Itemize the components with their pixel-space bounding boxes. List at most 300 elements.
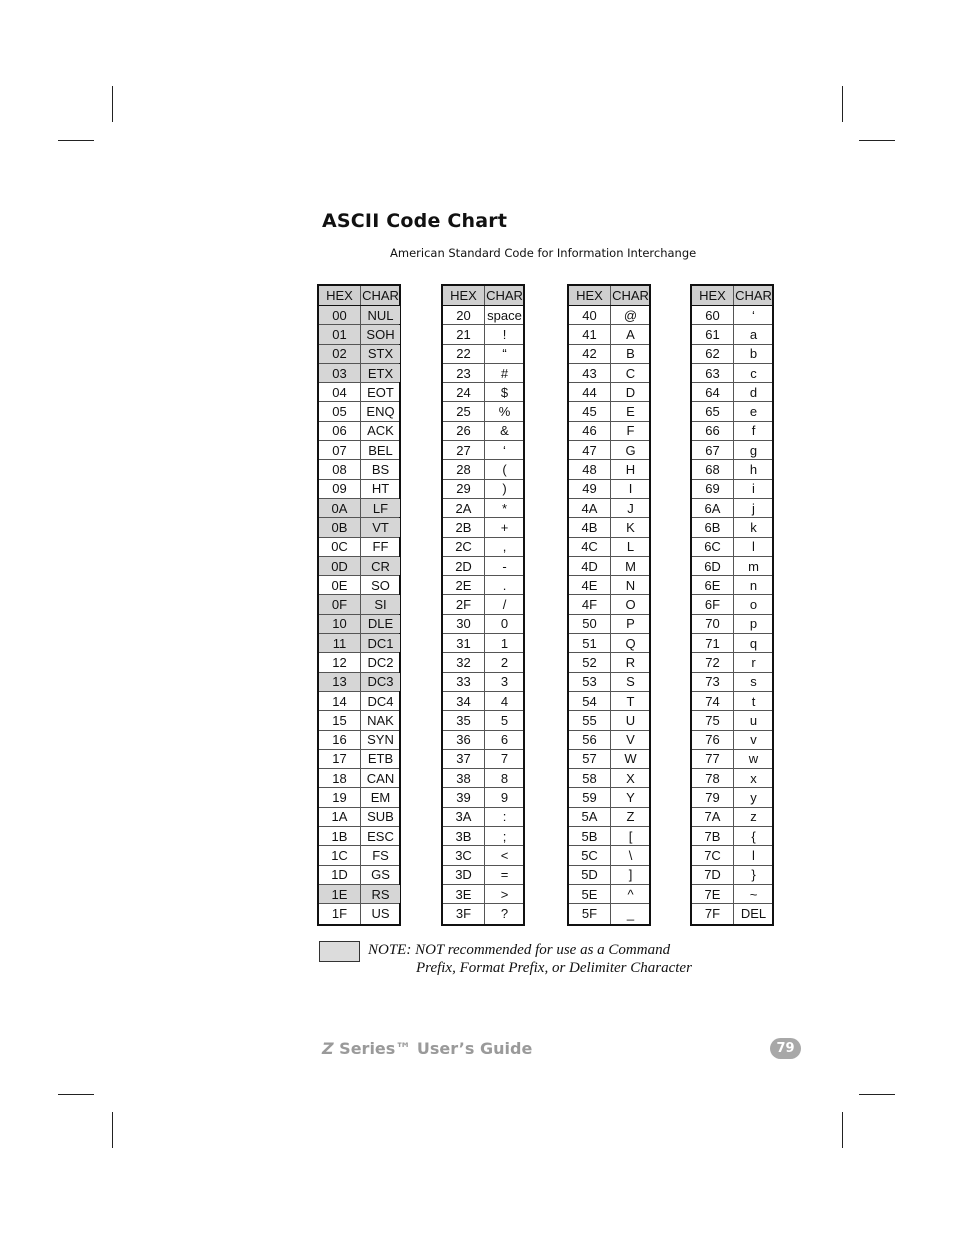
table-row bbox=[319, 460, 399, 479]
char-cell: Z bbox=[626, 809, 635, 825]
table-row bbox=[692, 306, 772, 325]
char-cell: v bbox=[750, 732, 757, 748]
hex-cell: 18 bbox=[319, 769, 361, 787]
table-row bbox=[569, 518, 649, 537]
hex-cell: 1B bbox=[319, 827, 361, 845]
char-cell: 1 bbox=[500, 635, 509, 651]
char-cell: G bbox=[625, 442, 636, 458]
table-row bbox=[443, 364, 523, 383]
hex-cell: 77 bbox=[692, 750, 734, 768]
char-cell: [ bbox=[628, 828, 633, 844]
table-row bbox=[692, 808, 772, 827]
hex-cell: 6B bbox=[692, 518, 734, 536]
table-row bbox=[569, 460, 649, 479]
table-row bbox=[443, 673, 523, 692]
table-row bbox=[319, 808, 399, 827]
table-row bbox=[319, 402, 399, 421]
char-cell: DC1 bbox=[361, 634, 400, 652]
char-cell: W bbox=[624, 751, 637, 767]
table-row bbox=[692, 557, 772, 576]
hex-cell: 29 bbox=[443, 480, 485, 498]
table-row bbox=[319, 383, 399, 402]
hex-cell: 45 bbox=[569, 402, 611, 420]
char-cell: P bbox=[626, 616, 635, 632]
table-row bbox=[692, 769, 772, 788]
char-cell: % bbox=[498, 404, 511, 420]
chart-column-2 bbox=[441, 284, 525, 926]
table-row bbox=[443, 711, 523, 730]
hex-cell: 39 bbox=[443, 788, 485, 806]
hex-cell: 55 bbox=[569, 711, 611, 729]
char-cell: CAN bbox=[366, 770, 395, 786]
table-row bbox=[319, 325, 399, 344]
hex-cell: 3E bbox=[443, 885, 485, 903]
hex-cell: 43 bbox=[569, 364, 611, 382]
hex-cell: 6F bbox=[692, 595, 734, 613]
table-row bbox=[319, 827, 399, 846]
hex-cell: 7F bbox=[692, 904, 734, 923]
crop-mark bbox=[842, 86, 843, 122]
char-cell: FS bbox=[372, 847, 389, 863]
hex-cell: 5B bbox=[569, 827, 611, 845]
table-row bbox=[443, 750, 523, 769]
hex-cell: 13 bbox=[319, 673, 361, 691]
hex-cell: 25 bbox=[443, 402, 485, 420]
char-cell: ETB bbox=[367, 751, 394, 767]
char-cell: C bbox=[625, 365, 636, 381]
hex-cell: 1C bbox=[319, 846, 361, 864]
column-header bbox=[319, 286, 399, 306]
char-cell: c bbox=[750, 365, 757, 381]
char-cell: ACK bbox=[367, 423, 394, 439]
hex-cell: 22 bbox=[443, 345, 485, 363]
hex-cell: 70 bbox=[692, 615, 734, 633]
table-row bbox=[443, 615, 523, 634]
char-cell: - bbox=[502, 558, 507, 574]
table-row bbox=[443, 499, 523, 518]
char-cell: l bbox=[752, 539, 755, 555]
table-row bbox=[569, 480, 649, 499]
hex-cell: 1F bbox=[319, 904, 361, 923]
table-row bbox=[569, 364, 649, 383]
crop-mark bbox=[58, 140, 94, 141]
footer-series-text: Series™ User’s Guide bbox=[333, 1039, 533, 1058]
hex-cell: 4E bbox=[569, 576, 611, 594]
char-cell: y bbox=[750, 790, 757, 806]
hex-cell: 53 bbox=[569, 673, 611, 691]
char-cell: BS bbox=[371, 462, 390, 478]
table-row bbox=[569, 846, 649, 865]
ascii-chart bbox=[317, 284, 775, 922]
hex-cell: 51 bbox=[569, 634, 611, 652]
char-cell: VT bbox=[361, 518, 400, 536]
char-cell: X bbox=[626, 770, 635, 786]
table-row bbox=[692, 750, 772, 769]
hex-cell: 7A bbox=[692, 808, 734, 826]
hex-cell: 40 bbox=[569, 306, 611, 324]
hex-cell: 71 bbox=[692, 634, 734, 652]
table-row bbox=[319, 653, 399, 672]
table-row bbox=[319, 711, 399, 730]
table-row bbox=[443, 325, 523, 344]
char-cell: 2 bbox=[500, 654, 509, 670]
char-cell: EM bbox=[370, 790, 391, 806]
table-row bbox=[692, 538, 772, 557]
char-cell: 5 bbox=[500, 712, 509, 728]
table-row bbox=[569, 750, 649, 769]
table-row bbox=[319, 750, 399, 769]
table-row bbox=[692, 480, 772, 499]
page-title: ASCII Code Chart bbox=[322, 210, 508, 232]
char-cell: F bbox=[626, 423, 635, 439]
table-row bbox=[569, 808, 649, 827]
char-cell: EOT bbox=[367, 384, 394, 400]
table-row bbox=[692, 673, 772, 692]
hex-cell: 2F bbox=[443, 595, 485, 613]
table-row bbox=[443, 653, 523, 672]
hex-cell: 76 bbox=[692, 731, 734, 749]
table-row bbox=[692, 576, 772, 595]
char-cell: Q bbox=[625, 635, 636, 651]
char-cell: U bbox=[625, 712, 636, 728]
char-cell: _ bbox=[626, 906, 635, 922]
hex-cell: 6A bbox=[692, 499, 734, 517]
hex-cell: 37 bbox=[443, 750, 485, 768]
table-row bbox=[569, 499, 649, 518]
hex-cell: 1A bbox=[319, 808, 361, 826]
char-cell: SI bbox=[361, 595, 400, 613]
char-cell: ‘ bbox=[752, 307, 755, 323]
char-cell: V bbox=[626, 732, 635, 748]
char-cell: space bbox=[487, 307, 522, 323]
hex-cell: 0F bbox=[319, 595, 361, 613]
table-row bbox=[319, 306, 399, 325]
char-cell: 4 bbox=[500, 693, 509, 709]
char-cell: ESC bbox=[367, 828, 394, 844]
table-row bbox=[443, 634, 523, 653]
table-row bbox=[443, 866, 523, 885]
char-header: CHAR bbox=[362, 288, 399, 303]
table-row bbox=[569, 557, 649, 576]
table-row bbox=[569, 325, 649, 344]
table-row bbox=[319, 846, 399, 865]
note-line-1: NOTE: NOT recommended for use as a Command bbox=[368, 942, 671, 958]
hex-cell: 57 bbox=[569, 750, 611, 768]
table-row bbox=[569, 402, 649, 421]
char-cell: HT bbox=[371, 481, 390, 497]
hex-cell: 02 bbox=[319, 345, 361, 363]
char-cell: * bbox=[501, 500, 508, 516]
hex-cell: 06 bbox=[319, 422, 361, 440]
char-cell: 0 bbox=[500, 616, 509, 632]
hex-cell: 67 bbox=[692, 441, 734, 459]
hex-cell: 04 bbox=[319, 383, 361, 401]
char-cell: 7 bbox=[500, 751, 509, 767]
table-row bbox=[443, 460, 523, 479]
table-row bbox=[692, 692, 772, 711]
hex-cell: 14 bbox=[319, 692, 361, 710]
char-header: CHAR bbox=[612, 288, 649, 303]
table-row bbox=[692, 364, 772, 383]
hex-cell: 7C bbox=[692, 846, 734, 864]
hex-cell: 0A bbox=[319, 499, 361, 517]
note-text bbox=[368, 941, 692, 977]
table-row bbox=[569, 653, 649, 672]
hex-cell: 32 bbox=[443, 653, 485, 671]
table-row bbox=[569, 711, 649, 730]
table-row bbox=[692, 827, 772, 846]
hex-cell: 09 bbox=[319, 480, 361, 498]
table-row bbox=[443, 557, 523, 576]
hex-cell: 05 bbox=[319, 402, 361, 420]
char-cell: FF bbox=[372, 539, 389, 555]
table-row bbox=[692, 422, 772, 441]
hex-cell: 5C bbox=[569, 846, 611, 864]
page-subtitle: American Standard Code for Information Interchange bbox=[390, 246, 697, 260]
char-cell: NUL bbox=[361, 306, 400, 324]
char-cell: ENQ bbox=[366, 404, 395, 420]
char-cell: LF bbox=[361, 499, 400, 517]
crop-mark bbox=[842, 1112, 843, 1148]
char-cell: J bbox=[627, 500, 634, 516]
table-row bbox=[569, 673, 649, 692]
table-row bbox=[319, 576, 399, 595]
char-header: CHAR bbox=[735, 288, 772, 303]
hex-cell: 26 bbox=[443, 422, 485, 440]
chart-column-3 bbox=[567, 284, 651, 926]
table-row bbox=[569, 788, 649, 807]
hex-cell: 62 bbox=[692, 345, 734, 363]
hex-cell: 56 bbox=[569, 731, 611, 749]
char-cell: ^ bbox=[627, 886, 634, 902]
hex-cell: 16 bbox=[319, 731, 361, 749]
char-cell: S bbox=[626, 674, 635, 690]
footer-guide-title bbox=[322, 1039, 532, 1058]
hex-cell: 72 bbox=[692, 653, 734, 671]
char-cell: w bbox=[748, 751, 759, 767]
table-row bbox=[319, 538, 399, 557]
hex-cell: 65 bbox=[692, 402, 734, 420]
char-cell: “ bbox=[502, 346, 507, 362]
note-line-2: Prefix, Format Prefix, or Delimiter Character bbox=[416, 960, 692, 976]
hex-cell: 31 bbox=[443, 634, 485, 652]
hex-cell: 44 bbox=[569, 383, 611, 401]
char-cell: US bbox=[371, 906, 390, 922]
crop-mark bbox=[112, 1112, 113, 1148]
hex-cell: 74 bbox=[692, 692, 734, 710]
char-cell: 8 bbox=[500, 770, 509, 786]
char-cell: A bbox=[626, 326, 635, 342]
hex-cell: 35 bbox=[443, 711, 485, 729]
char-cell: ) bbox=[502, 481, 507, 497]
table-row bbox=[443, 345, 523, 364]
hex-cell: 20 bbox=[443, 306, 485, 324]
table-row bbox=[692, 653, 772, 672]
char-cell: DC4 bbox=[367, 693, 394, 709]
char-cell: @ bbox=[623, 307, 638, 323]
hex-cell: 1E bbox=[319, 885, 361, 903]
table-row bbox=[569, 731, 649, 750]
hex-cell: 60 bbox=[692, 306, 734, 324]
hex-cell: 2C bbox=[443, 538, 485, 556]
table-row bbox=[692, 402, 772, 421]
hex-header: HEX bbox=[319, 286, 361, 305]
chart-column-4 bbox=[690, 284, 774, 926]
table-row bbox=[443, 402, 523, 421]
hex-cell: 10 bbox=[319, 615, 361, 633]
table-row bbox=[569, 306, 649, 325]
table-row bbox=[569, 595, 649, 614]
table-row bbox=[443, 518, 523, 537]
table-row bbox=[569, 345, 649, 364]
hex-cell: 7E bbox=[692, 885, 734, 903]
table-row bbox=[319, 595, 399, 614]
char-cell: ! bbox=[502, 326, 507, 342]
hex-cell: 75 bbox=[692, 711, 734, 729]
table-row bbox=[319, 499, 399, 518]
hex-cell: 59 bbox=[569, 788, 611, 806]
table-row bbox=[692, 634, 772, 653]
table-row bbox=[319, 557, 399, 576]
table-row bbox=[692, 460, 772, 479]
hex-cell: 21 bbox=[443, 325, 485, 343]
char-cell: & bbox=[500, 423, 509, 439]
hex-cell: 5D bbox=[569, 866, 611, 884]
table-row bbox=[319, 885, 399, 904]
table-row bbox=[443, 808, 523, 827]
hex-cell: 4C bbox=[569, 538, 611, 556]
table-row bbox=[443, 441, 523, 460]
char-cell: RS bbox=[361, 885, 400, 903]
char-cell: e bbox=[749, 404, 758, 420]
table-row bbox=[443, 692, 523, 711]
hex-cell: 38 bbox=[443, 769, 485, 787]
table-row bbox=[692, 595, 772, 614]
char-cell: h bbox=[749, 462, 758, 478]
crop-mark bbox=[58, 1094, 94, 1095]
table-row bbox=[569, 538, 649, 557]
char-cell: , bbox=[502, 539, 507, 555]
table-row bbox=[443, 788, 523, 807]
crop-mark bbox=[112, 86, 113, 122]
hex-cell: 4A bbox=[569, 499, 611, 517]
table-row bbox=[692, 615, 772, 634]
char-cell: x bbox=[750, 770, 757, 786]
crop-mark bbox=[859, 1094, 895, 1095]
hex-cell: 4F bbox=[569, 595, 611, 613]
char-cell: m bbox=[748, 558, 759, 574]
char-cell: $ bbox=[500, 384, 509, 400]
hex-cell: 36 bbox=[443, 731, 485, 749]
table-row bbox=[569, 576, 649, 595]
hex-cell: 6E bbox=[692, 576, 734, 594]
char-cell: s bbox=[750, 674, 757, 690]
char-cell: NAK bbox=[367, 712, 394, 728]
char-cell: # bbox=[500, 365, 509, 381]
char-cell: SYN bbox=[367, 732, 394, 748]
char-cell: L bbox=[626, 539, 635, 555]
char-cell: o bbox=[749, 597, 758, 613]
char-cell: 9 bbox=[500, 790, 509, 806]
char-cell: 6 bbox=[500, 732, 509, 748]
hex-header: HEX bbox=[443, 286, 485, 305]
char-cell: I bbox=[628, 481, 633, 497]
column-header bbox=[443, 286, 523, 306]
char-cell: > bbox=[500, 886, 509, 902]
table-row bbox=[443, 827, 523, 846]
char-cell: N bbox=[625, 577, 636, 593]
hex-cell: 63 bbox=[692, 364, 734, 382]
hex-cell: 28 bbox=[443, 460, 485, 478]
table-row bbox=[569, 866, 649, 885]
char-cell: q bbox=[749, 635, 758, 651]
column-header bbox=[692, 286, 772, 306]
table-row bbox=[443, 885, 523, 904]
char-cell: O bbox=[625, 597, 636, 613]
char-cell: DC2 bbox=[367, 654, 394, 670]
table-row bbox=[319, 731, 399, 750]
char-cell: ; bbox=[502, 828, 507, 844]
hex-cell: 41 bbox=[569, 325, 611, 343]
table-row bbox=[443, 306, 523, 325]
hex-cell: 24 bbox=[443, 383, 485, 401]
hex-cell: 00 bbox=[319, 306, 361, 324]
table-row bbox=[569, 615, 649, 634]
hex-cell: 78 bbox=[692, 769, 734, 787]
table-row bbox=[692, 904, 772, 923]
chart-column-1 bbox=[317, 284, 401, 926]
column-header bbox=[569, 286, 649, 306]
hex-cell: 6C bbox=[692, 538, 734, 556]
hex-cell: 49 bbox=[569, 480, 611, 498]
hex-cell: 7B bbox=[692, 827, 734, 845]
table-row bbox=[692, 711, 772, 730]
table-row bbox=[319, 441, 399, 460]
char-cell: + bbox=[500, 519, 509, 535]
hex-cell: 30 bbox=[443, 615, 485, 633]
hex-cell: 1D bbox=[319, 866, 361, 884]
table-row bbox=[319, 904, 399, 923]
hex-cell: 47 bbox=[569, 441, 611, 459]
table-row bbox=[569, 827, 649, 846]
char-cell: z bbox=[750, 809, 757, 825]
table-row bbox=[319, 769, 399, 788]
table-row bbox=[319, 422, 399, 441]
hex-cell: 3D bbox=[443, 866, 485, 884]
table-row bbox=[443, 576, 523, 595]
footer-z: Z bbox=[322, 1039, 334, 1058]
char-cell: STX bbox=[361, 345, 400, 363]
hex-cell: 3F bbox=[443, 904, 485, 923]
table-row bbox=[569, 904, 649, 923]
note-legend-swatch bbox=[319, 941, 360, 962]
char-cell: T bbox=[626, 693, 635, 709]
char-cell: ? bbox=[500, 906, 509, 922]
hex-cell: 69 bbox=[692, 480, 734, 498]
hex-cell: 27 bbox=[443, 441, 485, 459]
char-cell: D bbox=[625, 384, 636, 400]
char-cell: < bbox=[500, 847, 509, 863]
char-cell: \ bbox=[628, 847, 633, 863]
char-cell: 3 bbox=[500, 674, 509, 690]
char-cell: SO bbox=[371, 577, 390, 593]
hex-cell: 54 bbox=[569, 692, 611, 710]
char-cell: p bbox=[749, 616, 758, 632]
hex-cell: 08 bbox=[319, 460, 361, 478]
char-cell: d bbox=[749, 384, 758, 400]
hex-cell: 73 bbox=[692, 673, 734, 691]
table-row bbox=[319, 673, 399, 692]
